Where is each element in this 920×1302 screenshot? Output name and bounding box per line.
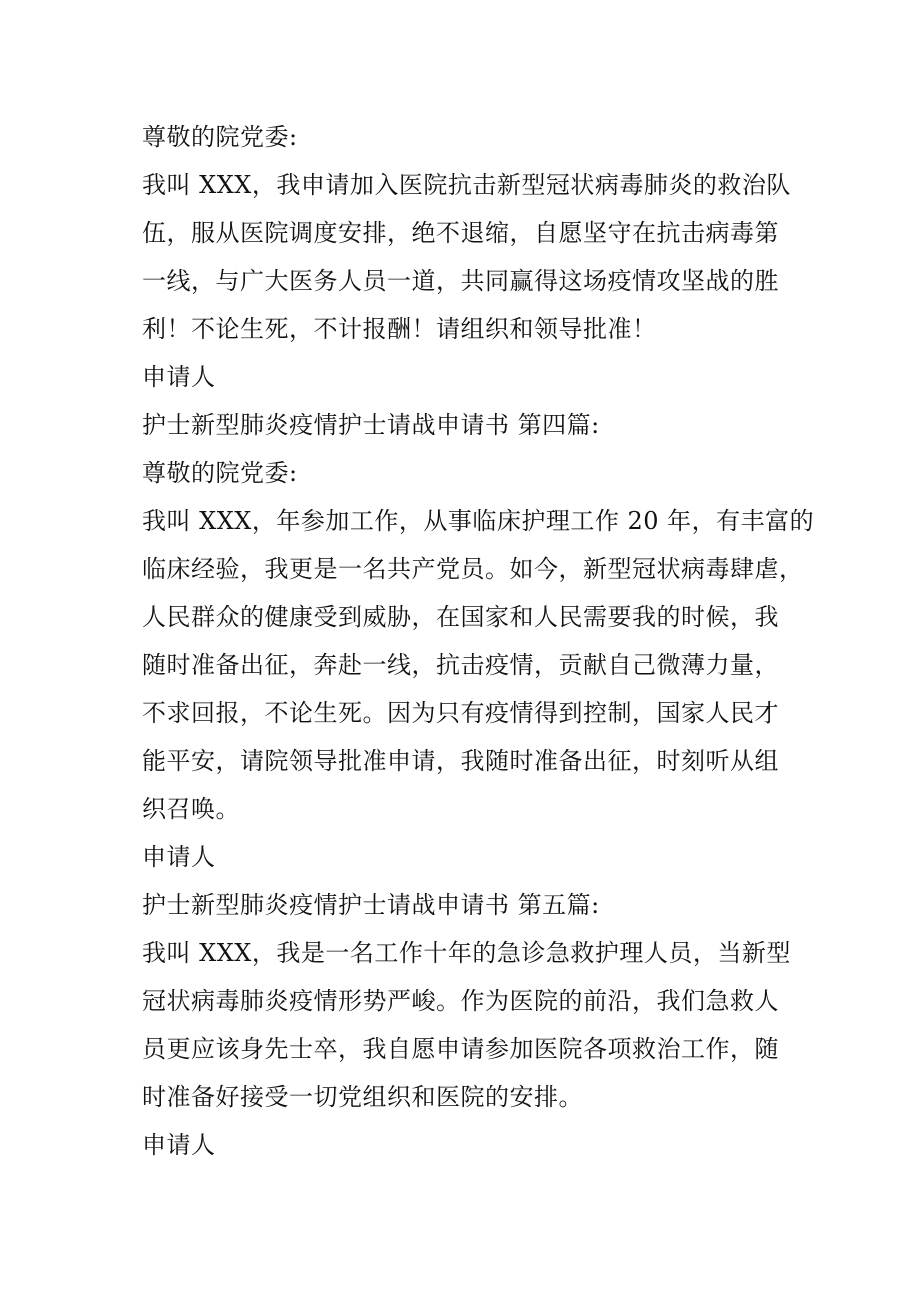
text-line: 我叫 XXX，我是一名工作十年的急诊急救护理人员，当新型: [142, 939, 791, 967]
body-paragraph-2: [142, 497, 815, 833]
section-heading-4: [142, 401, 792, 449]
text-line: 不求回报，不论生死。因为只有疫情得到控制，国家人民才: [142, 699, 779, 727]
salutation-2: [142, 449, 792, 497]
text-line: 尊敬的院党委:: [142, 459, 298, 487]
text-line: 申请人: [142, 1131, 216, 1159]
signature-2: [142, 833, 792, 881]
signature-1: [142, 353, 792, 401]
text-line: 冠状病毒肺炎疫情形势严峻。作为医院的前沿，我们急救人: [142, 987, 779, 1015]
text-line: 随时准备出征，奔赴一线，抗击疫情，贡献自己微薄力量，: [142, 651, 779, 679]
text-line: 人民群众的健康受到威胁，在国家和人民需要我的时候，我: [142, 603, 779, 631]
salutation-1: [142, 113, 792, 161]
text-line: 伍，服从医院调度安排，绝不退缩，自愿坚守在抗击病毒第: [142, 219, 779, 247]
text-line: 我叫 XXX，年参加工作，从事临床护理工作 20 年，有丰富的: [142, 507, 815, 535]
text-line: 申请人: [142, 363, 216, 391]
text-line: 时准备好接受一切党组织和医院的安排。: [142, 1083, 583, 1111]
text-line: 能平安，请院领导批准申请，我随时准备出征，时刻听从组: [142, 747, 779, 775]
text-line: 利！不论生死，不计报酬！请组织和领导批准！: [142, 315, 657, 343]
text-line: 一线，与广大医务人员一道，共同赢得这场疫情攻坚战的胜: [142, 267, 779, 295]
signature-3: [142, 1121, 792, 1169]
body-paragraph-3: [142, 929, 792, 1121]
body-paragraph-1: [142, 161, 792, 353]
text-line: 员更应该身先士卒，我自愿申请参加医院各项救治工作，随: [142, 1035, 779, 1063]
text-line: 申请人: [142, 843, 216, 871]
text-line: 我叫 XXX，我申请加入医院抗击新型冠状病毒肺炎的救治队: [142, 171, 791, 199]
text-line: 护士新型肺炎疫情护士请战申请书 第四篇:: [142, 411, 600, 439]
document-body: [142, 113, 815, 1169]
section-heading-5: [142, 881, 792, 929]
text-line: 护士新型肺炎疫情护士请战申请书 第五篇:: [142, 891, 600, 919]
text-line: 临床经验，我更是一名共产党员。如今，新型冠状病毒肆虐，: [142, 555, 804, 583]
text-line: 织召唤。: [142, 795, 240, 823]
text-line: 尊敬的院党委:: [142, 123, 298, 151]
